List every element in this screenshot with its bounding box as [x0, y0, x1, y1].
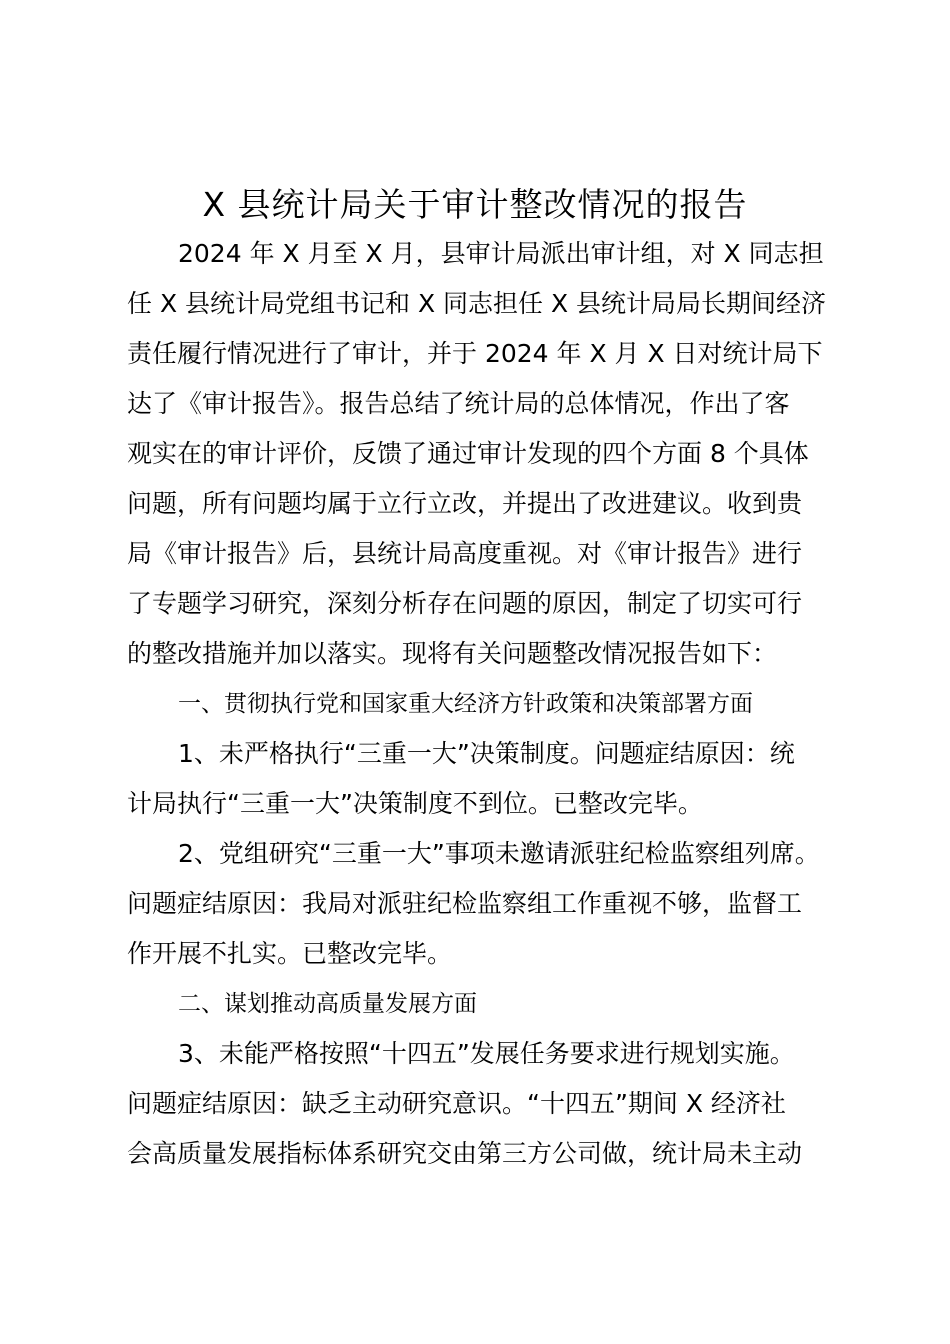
- paragraph-line: 局《审计报告》后，县统计局高度重视。对《审计报告》进行: [127, 539, 803, 568]
- paragraph-line: 了专题学习研究，深刻分析存在问题的原因，制定了切实可行: [127, 589, 803, 618]
- document-title: X 县统计局关于审计整改情况的报告: [202, 185, 748, 224]
- paragraph-line: 任 X 县统计局党组书记和 X 同志担任 X 县统计局局长期间经济: [127, 289, 827, 318]
- paragraph-line: 观实在的审计评价，反馈了通过审计发现的四个方面 8 个具体: [127, 439, 809, 468]
- paragraph-line: 的整改措施并加以落实。现将有关问题整改情况报告如下：: [127, 639, 778, 668]
- paragraph-line: 问题症结原因：我局对派驻纪检监察组工作重视不够，监督工: [127, 889, 803, 918]
- section-heading-1: 一、贯彻执行党和国家重大经济方针政策和决策部署方面: [178, 691, 753, 717]
- paragraph-line: 达了《审计报告》。报告总结了统计局的总体情况，作出了客: [127, 389, 790, 418]
- paragraph-line: 2、党组研究“三重一大”事项未邀请派驻纪检监察组列席。: [178, 839, 820, 868]
- paragraph-line: 问题症结原因：缺乏主动研究意识。“十四五”期间 X 经济社: [127, 1089, 786, 1118]
- paragraph-line: 责任履行情况进行了审计，并于 2024 年 X 月 X 日对统计局下: [127, 339, 823, 368]
- section-heading-2: 二、谋划推动高质量发展方面: [178, 991, 477, 1017]
- paragraph-line: 1、未严格执行“三重一大”决策制度。问题症结原因：统: [178, 739, 795, 768]
- paragraph-line: 问题，所有问题均属于立行立改，并提出了改进建议。收到贵: [127, 489, 803, 518]
- paragraph-line: 会高质量发展指标体系研究交由第三方公司做，统计局未主动: [127, 1139, 803, 1168]
- paragraph-line: 2024 年 X 月至 X 月，县审计局派出审计组，对 X 同志担: [178, 239, 824, 268]
- paragraph-line: 作开展不扎实。已整改完毕。: [127, 939, 453, 968]
- paragraph-line: 计局执行“三重一大”决策制度不到位。已整改完毕。: [127, 789, 703, 818]
- paragraph-line: 3、未能严格按照“十四五”发展任务要求进行规划实施。: [178, 1039, 795, 1068]
